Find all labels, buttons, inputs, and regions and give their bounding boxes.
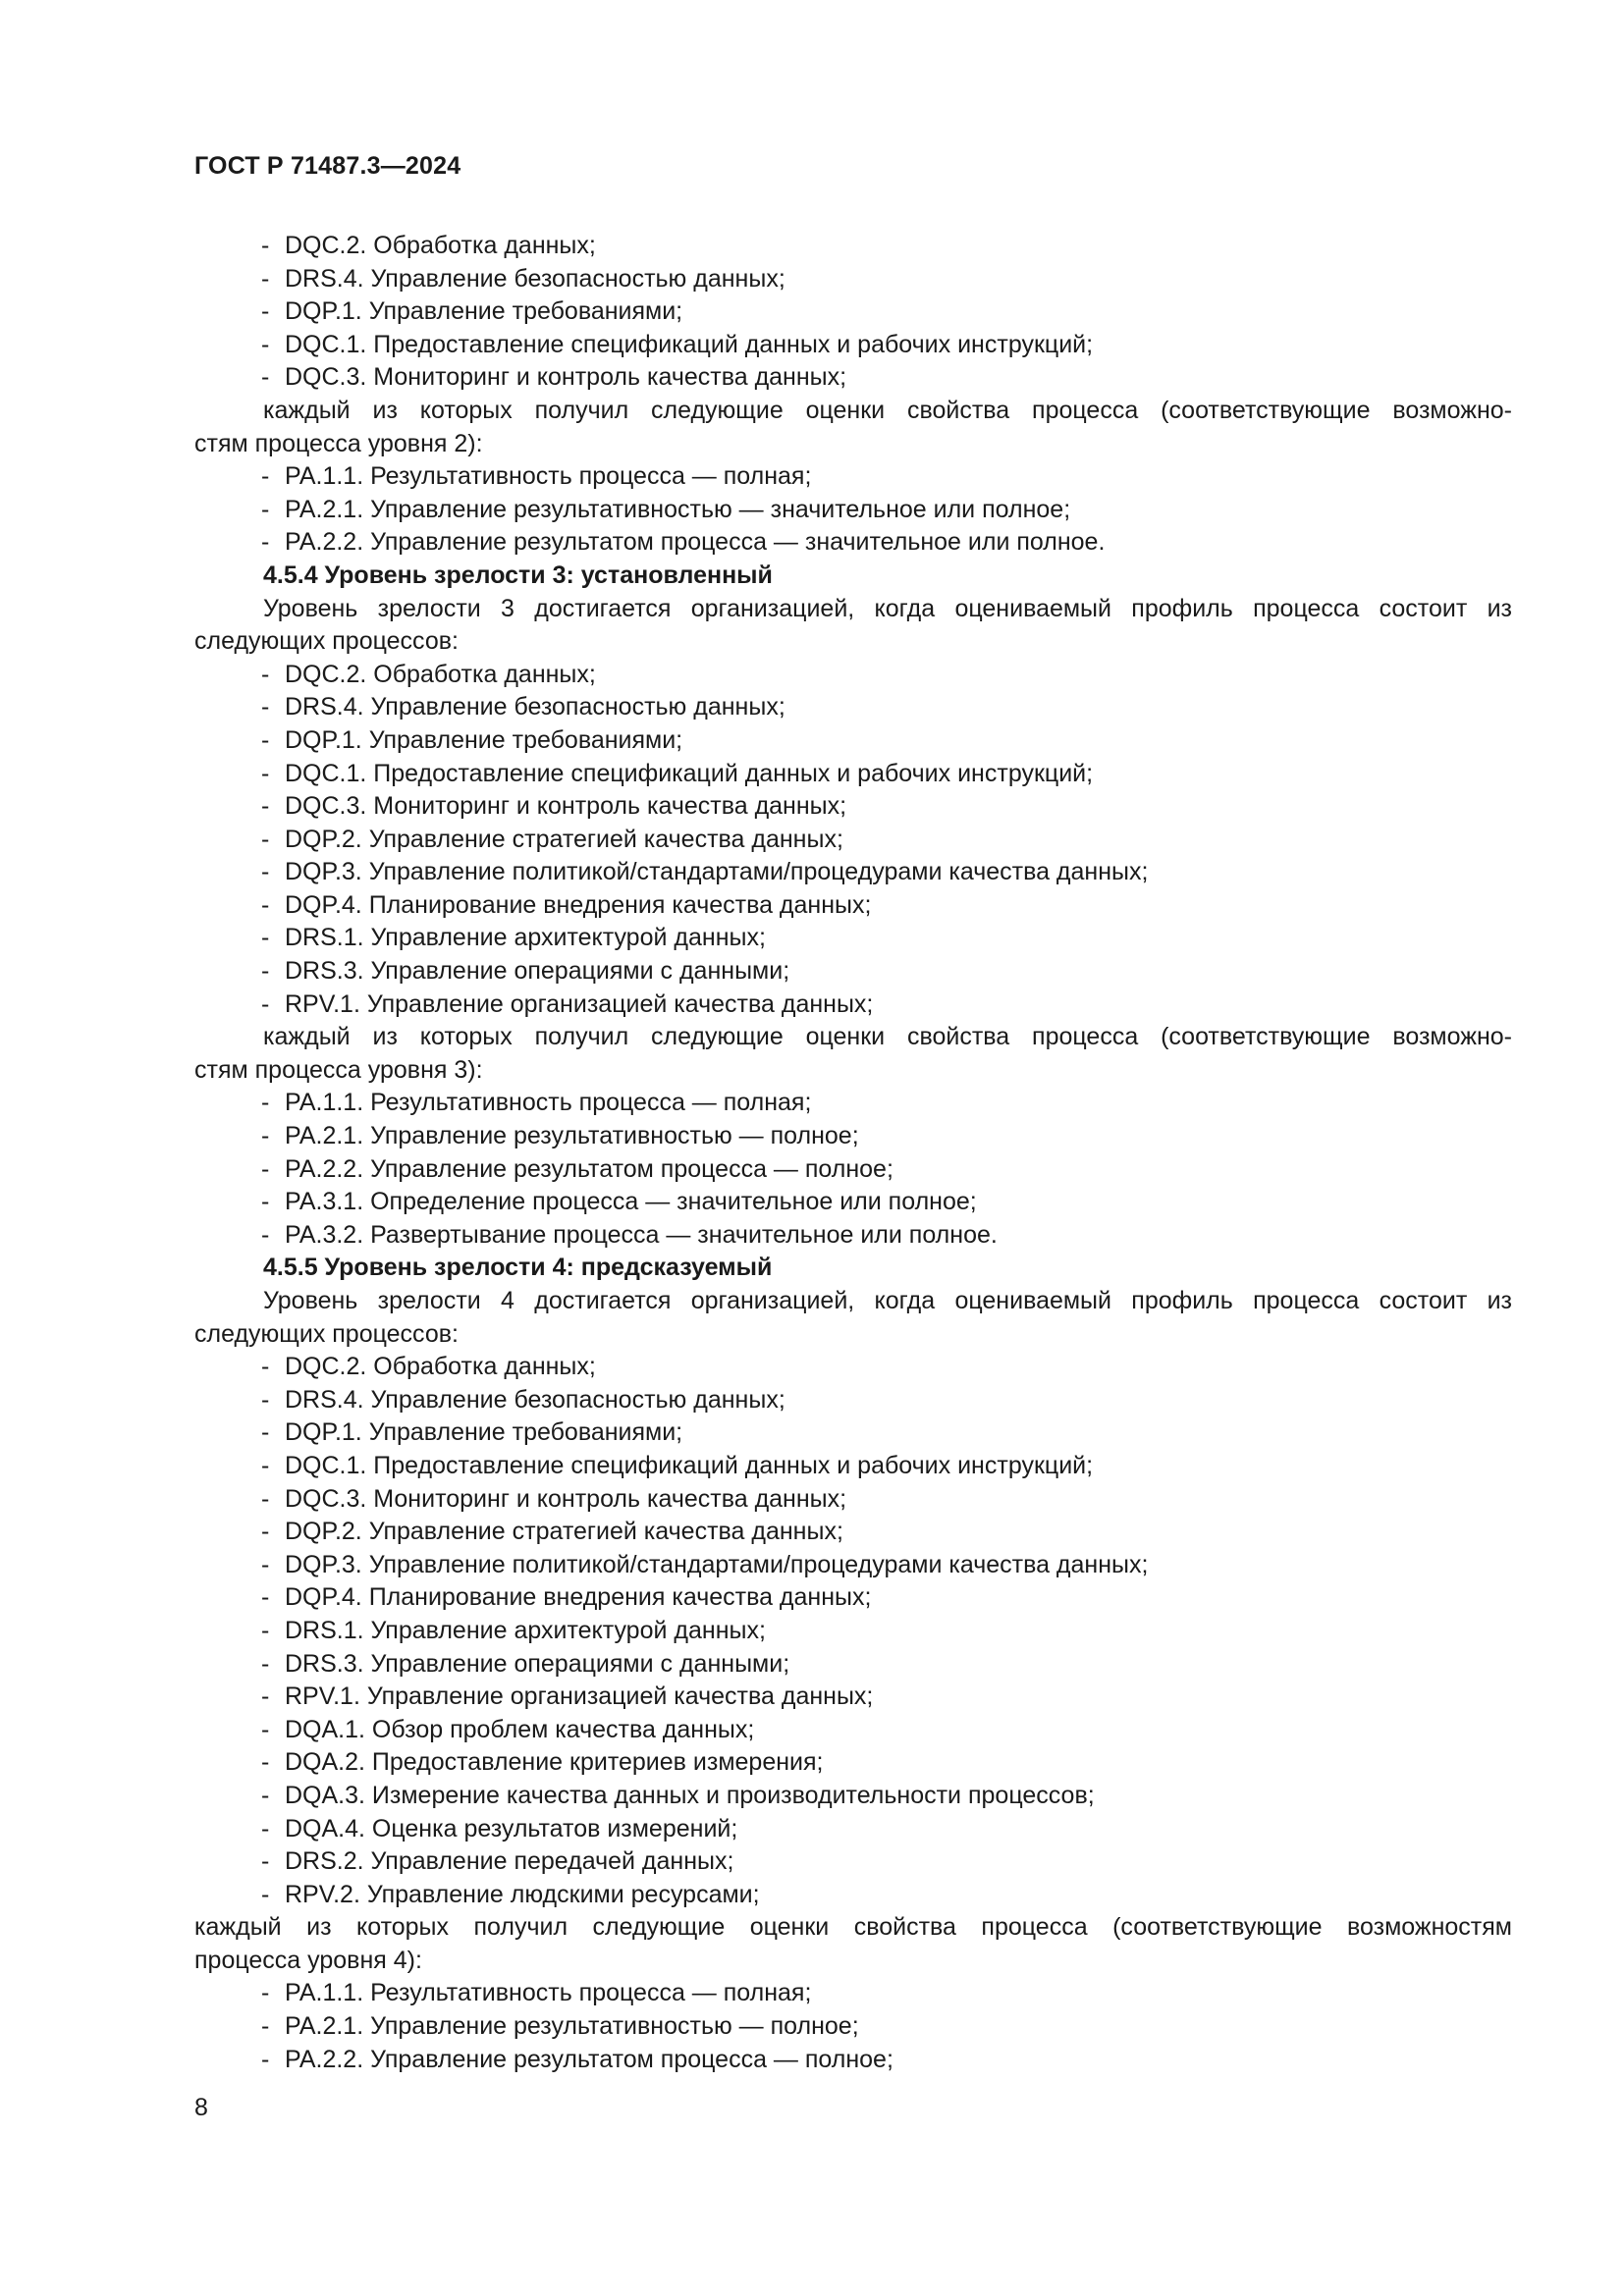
list-item-text: PA.2.1. Управление результативностью — полное;: [285, 2012, 859, 2041]
paragraph-line: следующих процессов:: [194, 1319, 459, 1348]
list-item: [194, 526, 1512, 560]
bullet-dash: -: [261, 495, 270, 523]
list-item: [194, 2010, 1512, 2044]
bullet-dash: -: [261, 1418, 270, 1447]
section-heading-4-5-4: 4.5.4 Уровень зрелости 3: установленный: [263, 561, 773, 589]
list-item-text: PA.2.2. Управление результатом процесса — полное;: [285, 2045, 893, 2073]
paragraph-line: Уровень зрелости 3 достигается организацией, когда оцениваемый профиль процесса состоит из: [263, 594, 1512, 622]
list-item-text: RPV.1. Управление организацией качества данных;: [285, 989, 874, 1018]
paragraph-line: каждый из которых получил следующие оценки свойства процесса (соответствующие возможно-: [263, 1023, 1512, 1051]
page-number: 8: [194, 2094, 208, 2121]
list-item: [194, 691, 1512, 724]
list-item-text: RPV.2. Управление людскими ресурсами;: [285, 1880, 760, 1908]
document-body: [194, 230, 1512, 2076]
list-item: [194, 922, 1512, 955]
list-item-text: DRS.4. Управление безопасностью данных;: [285, 693, 785, 721]
list-item-text: PA.1.1. Результативность процесса — полная;: [285, 462, 812, 491]
list-item: [194, 1153, 1512, 1187]
list-item: [194, 1845, 1512, 1879]
bullet-dash: -: [261, 957, 270, 986]
list-item: [194, 758, 1512, 791]
bullet-dash: -: [261, 924, 270, 952]
list-item: [194, 955, 1512, 988]
list-item-text: DQP.1. Управление требованиями;: [285, 725, 683, 754]
paragraph-line: Уровень зрелости 4 достигается организацией, когда оцениваемый профиль процесса состоит из: [263, 1287, 1512, 1314]
list-item-text: PA.1.1. Результативность процесса — полная;: [285, 1979, 812, 2007]
bullet-dash: -: [261, 1979, 270, 2007]
list-item: [194, 1780, 1512, 1813]
paragraph-line: каждый из которых получил следующие оценки свойства процесса (соответствующие возможно-: [263, 396, 1512, 424]
list-item-text: PA.2.1. Управление результативностью — значительное или полное;: [285, 495, 1071, 523]
bullet-dash: -: [261, 1353, 270, 1381]
list-item: [194, 659, 1512, 692]
list-item-text: PA.1.1. Результативность процесса — полная;: [285, 1089, 812, 1117]
list-item-text: DQC.2. Обработка данных;: [285, 660, 596, 688]
list-item: [194, 1351, 1512, 1384]
bullet-dash: -: [261, 989, 270, 1018]
bullet-dash: -: [261, 528, 270, 557]
list-item: [194, 1746, 1512, 1780]
bullet-dash: -: [261, 693, 270, 721]
list-item-text: DRS.4. Управление безопасностью данных;: [285, 264, 785, 293]
list-item: [194, 1219, 1512, 1253]
list-item: [194, 1581, 1512, 1615]
list-item-text: PA.2.2. Управление результатом процесса — значительное или полное.: [285, 528, 1106, 557]
bullet-dash: -: [261, 1880, 270, 1908]
list-item: [194, 460, 1512, 494]
list-item: [194, 1714, 1512, 1747]
bullet-dash: -: [261, 1089, 270, 1117]
bullet-dash: -: [261, 759, 270, 787]
bullet-dash: -: [261, 1748, 270, 1777]
list-item: [194, 2044, 1512, 2077]
list-item: [194, 361, 1512, 395]
list-item-text: DQP.1. Управление требованиями;: [285, 297, 683, 326]
list-item: [194, 1120, 1512, 1153]
paragraph-line: процесса уровня 4):: [194, 1946, 422, 1974]
list-item-text: DQP.1. Управление требованиями;: [285, 1418, 683, 1447]
bullet-dash: -: [261, 264, 270, 293]
bullet-dash: -: [261, 1814, 270, 1842]
bullet-dash: -: [261, 1518, 270, 1546]
list-item-text: DQC.1. Предоставление спецификаций данных и рабочих инструкций;: [285, 330, 1094, 358]
list-item-text: DQC.3. Мониторинг и контроль качества данных;: [285, 1484, 847, 1513]
list-item: [194, 1681, 1512, 1714]
list-item-text: DRS.3. Управление операциями с данными;: [285, 1649, 790, 1678]
paragraph-line: следующих процессов:: [194, 627, 459, 656]
list-item: [194, 856, 1512, 889]
bullet-dash: -: [261, 297, 270, 326]
list-item: [194, 988, 1512, 1022]
list-item: [194, 790, 1512, 824]
list-item-text: RPV.1. Управление организацией качества данных;: [285, 1682, 874, 1711]
list-item-text: PA.3.1. Определение процесса — значительное или полное;: [285, 1188, 977, 1216]
list-item: [194, 1186, 1512, 1219]
bullet-dash: -: [261, 890, 270, 919]
list-item-text: DQA.1. Обзор проблем качества данных;: [285, 1715, 755, 1743]
list-item-text: DQA.2. Предоставление критериев измерения;: [285, 1748, 824, 1777]
bullet-dash: -: [261, 1188, 270, 1216]
bullet-dash: -: [261, 1550, 270, 1578]
list-item: [194, 1615, 1512, 1648]
list-item-text: DQC.2. Обработка данных;: [285, 1353, 596, 1381]
bullet-dash: -: [261, 363, 270, 392]
list-item-text: DQP.2. Управление стратегией качества данных;: [285, 1518, 843, 1546]
list-item: [194, 230, 1512, 263]
bullet-dash: -: [261, 825, 270, 853]
list-item-text: DQP.3. Управление политикой/стандартами/процедурами качества данных;: [285, 1550, 1149, 1578]
bullet-dash: -: [261, 462, 270, 491]
bullet-dash: -: [261, 1583, 270, 1612]
list-item: [194, 329, 1512, 362]
bullet-dash: -: [261, 1682, 270, 1711]
list-item: [194, 1879, 1512, 1912]
list-item-text: DQP.4. Планирование внедрения качества данных;: [285, 1583, 872, 1612]
list-item-text: DRS.4. Управление безопасностью данных;: [285, 1385, 785, 1414]
list-item-text: PA.3.2. Развертывание процесса — значительное или полное.: [285, 1220, 998, 1249]
list-item-text: DQC.1. Предоставление спецификаций данных и рабочих инструкций;: [285, 1451, 1094, 1479]
list-item: [194, 889, 1512, 923]
list-item: [194, 1384, 1512, 1417]
list-item: [194, 1450, 1512, 1483]
list-item: [194, 1648, 1512, 1682]
list-item: [194, 1977, 1512, 2010]
paragraph-line: стям процесса уровня 2):: [194, 429, 483, 457]
bullet-dash: -: [261, 1616, 270, 1644]
list-item-text: DQC.2. Обработка данных;: [285, 232, 596, 259]
bullet-dash: -: [261, 2012, 270, 2041]
bullet-dash: -: [261, 2045, 270, 2073]
list-item-text: DQA.4. Оценка результатов измерений;: [285, 1814, 738, 1842]
bullet-dash: -: [261, 1220, 270, 1249]
bullet-dash: -: [261, 1649, 270, 1678]
list-item: [194, 1416, 1512, 1450]
list-item-text: DQP.3. Управление политикой/стандартами/процедурами качества данных;: [285, 858, 1149, 886]
paragraph-line: каждый из которых получил следующие оценки свойства процесса (соответствующие возможностям: [194, 1913, 1512, 1942]
list-item: [194, 295, 1512, 329]
list-item-text: DRS.3. Управление операциями с данными;: [285, 957, 790, 986]
bullet-dash: -: [261, 330, 270, 358]
bullet-dash: -: [261, 725, 270, 754]
bullet-dash: -: [261, 792, 270, 821]
list-item: [194, 1087, 1512, 1120]
bullet-dash: -: [261, 1122, 270, 1150]
paragraph-line: стям процесса уровня 3):: [194, 1055, 483, 1084]
list-item-text: DQP.4. Планирование внедрения качества данных;: [285, 890, 872, 919]
list-item-text: DQC.3. Мониторинг и контроль качества данных;: [285, 792, 847, 821]
list-item: [194, 263, 1512, 296]
bullet-dash: -: [261, 1781, 270, 1809]
list-item-text: DRS.1. Управление архитектурой данных;: [285, 1616, 766, 1644]
bullet-dash: -: [261, 232, 270, 259]
list-item: [194, 1516, 1512, 1549]
list-item-text: DQC.1. Предоставление спецификаций данных и рабочих инструкций;: [285, 759, 1094, 787]
bullet-dash: -: [261, 660, 270, 688]
list-item-text: DRS.1. Управление архитектурой данных;: [285, 924, 766, 952]
document-code-header: ГОСТ Р 71487.3—2024: [194, 152, 461, 180]
list-item: [194, 1483, 1512, 1517]
list-item-text: DQC.3. Мониторинг и контроль качества данных;: [285, 363, 847, 392]
list-item-text: PA.2.2. Управление результатом процесса — полное;: [285, 1154, 893, 1183]
list-item-text: DQA.3. Измерение качества данных и производительности процессов;: [285, 1781, 1095, 1809]
bullet-dash: -: [261, 1484, 270, 1513]
list-item: [194, 1549, 1512, 1582]
section-heading-4-5-5: 4.5.5 Уровень зрелости 4: предсказуемый: [263, 1254, 773, 1282]
bullet-dash: -: [261, 1385, 270, 1414]
list-item-text: DRS.2. Управление передачей данных;: [285, 1847, 734, 1876]
bullet-dash: -: [261, 1451, 270, 1479]
bullet-dash: -: [261, 1847, 270, 1876]
bullet-dash: -: [261, 1715, 270, 1743]
list-item-text: PA.2.1. Управление результативностью — полное;: [285, 1122, 859, 1150]
list-item: [194, 1813, 1512, 1846]
list-item: [194, 494, 1512, 527]
list-item-text: DQP.2. Управление стратегией качества данных;: [285, 825, 843, 853]
list-item: [194, 724, 1512, 758]
bullet-dash: -: [261, 1154, 270, 1183]
bullet-dash: -: [261, 858, 270, 886]
list-item: [194, 824, 1512, 857]
